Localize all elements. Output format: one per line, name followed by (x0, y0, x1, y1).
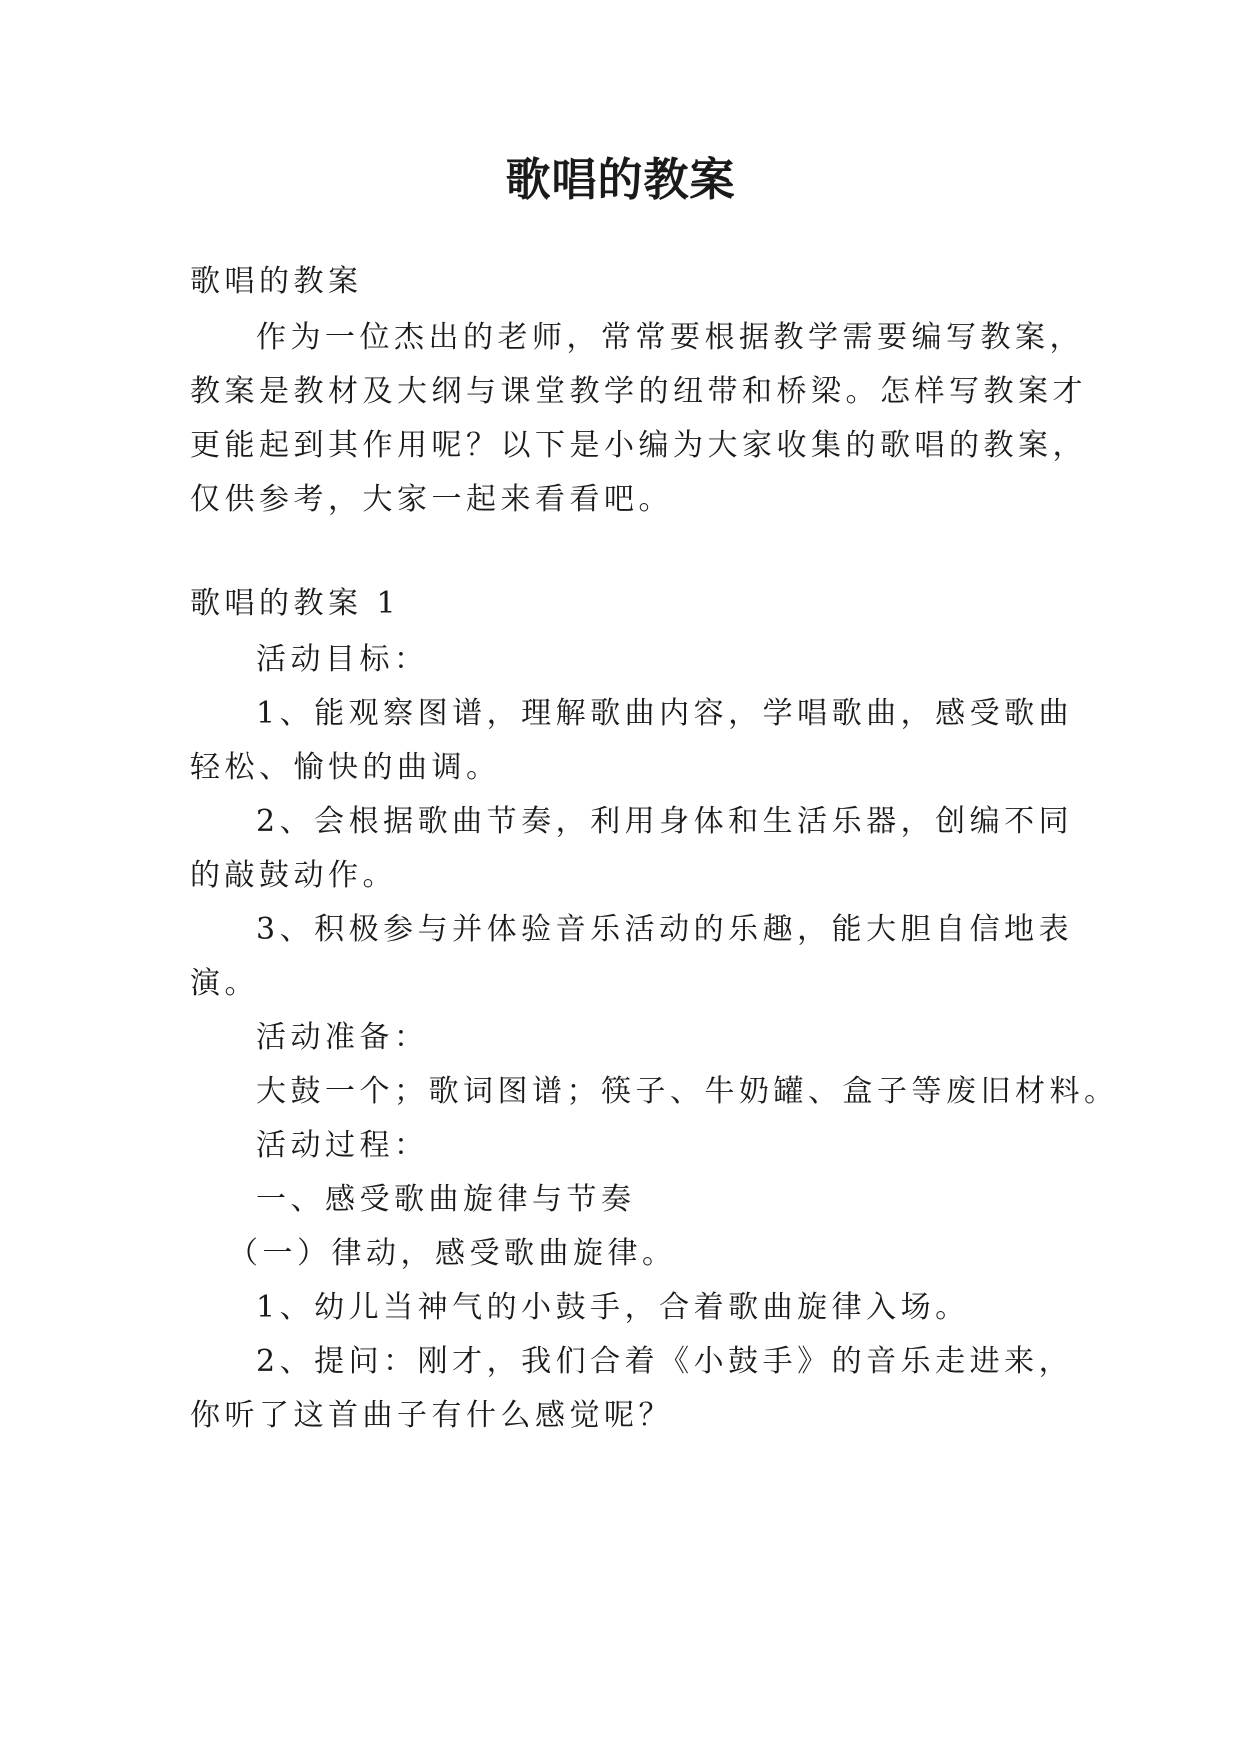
paragraph-line: 作为一位杰出的老师，常常要根据教学需要编写教案， (256, 320, 1084, 355)
paragraph-line: 1、能观察图谱，理解歌曲内容，学唱歌曲，感受歌曲 (256, 696, 1074, 731)
paragraph-line: 活动准备： (256, 1020, 429, 1055)
paragraph-line: 轻松、愉快的曲调。 (190, 750, 501, 785)
paragraph-line: 仅供参考，大家一起来看看吧。 (190, 482, 673, 517)
paragraph-line: 2、会根据歌曲节奏，利用身体和生活乐器，创编不同 (256, 804, 1074, 839)
paragraph-line: 教案是教材及大纲与课堂教学的纽带和桥梁。怎样写教案才 (190, 374, 1087, 409)
section-heading: 歌唱的教案 1 (190, 586, 401, 621)
paragraph-line: 更能起到其作用呢？以下是小编为大家收集的歌唱的教案， (190, 428, 1087, 463)
paragraph-line: 你听了这首曲子有什么感觉呢？ (190, 1398, 673, 1433)
paragraph-line: 大鼓一个；歌词图谱；筷子、牛奶罐、盒子等废旧材料。 (256, 1074, 1119, 1109)
paragraph-line: （一）律动，感受歌曲旋律。 (228, 1236, 677, 1271)
section-heading: 歌唱的教案 (190, 264, 363, 299)
paragraph-line: 1、幼儿当神气的小鼓手，合着歌曲旋律入场。 (256, 1290, 970, 1325)
paragraph-line: 活动目标： (256, 642, 429, 677)
paragraph-line: 活动过程： (256, 1128, 429, 1163)
paragraph-line: 3、积极参与并体验音乐活动的乐趣，能大胆自信地表 (256, 912, 1074, 947)
paragraph-line: 一、感受歌曲旋律与节奏 (256, 1182, 636, 1217)
paragraph-line: 演。 (190, 966, 259, 1001)
paragraph-line: 2、提问：刚才，我们合着《小鼓手》的音乐走进来， (256, 1344, 1074, 1379)
paragraph-line: 的敲鼓动作。 (190, 858, 397, 893)
document-title: 歌唱的教案 (505, 153, 736, 206)
